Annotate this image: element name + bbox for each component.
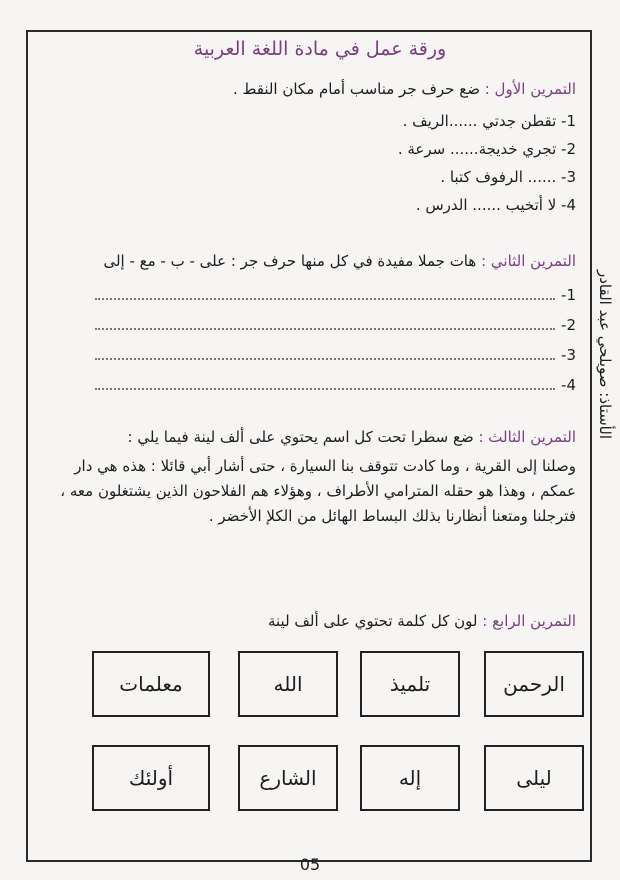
exercise-4-instruction: لون كل كلمة تحتوي على ألف لينة	[267, 612, 478, 630]
exercise-2-line-number: 1-	[561, 286, 576, 304]
teacher-name-side-note: الأستاذ: صويلحي عبد القادر	[596, 270, 614, 439]
exercise-3-header	[128, 428, 576, 446]
exercise-2-line-number: 4-	[561, 376, 576, 394]
exercise-4-header	[268, 612, 576, 630]
exercise-1-item-3: 3- ...... الرفوف كتبا .	[440, 168, 576, 186]
exercise-2-header	[103, 252, 576, 270]
exercise-1-heading: التمرين الأول :	[484, 80, 576, 98]
exercise-2-line-4	[95, 376, 576, 394]
exercise-1-item-2: 2- تجري خديجة...... سرعة .	[397, 140, 576, 158]
page-number: 05	[299, 855, 321, 874]
word-box[interactable]: الله	[238, 651, 338, 717]
exercise-2-heading: التمرين الثاني :	[481, 252, 576, 270]
exercise-3-paragraph: وصلنا إلى القرية ، وما كادت تتوقف بنا السيارة ، حتى أشار أبي قائلا : هذه هي دار عمكم ، وهذا هو حقله المترامي الأطراف ، وهؤلاء هم الفلاحون الذين يشتغلون معه ، فترجلنا ومتعنا أنظارنا بذلك البساط الهائل من الكلإ الأخضر .	[60, 457, 576, 525]
exercise-2-instruction: هات جملا مفيدة في كل منها حرف جر : على - ب - مع - إلى	[103, 252, 477, 270]
word-box[interactable]: أولئك	[92, 745, 210, 811]
worksheet-title: ورقة عمل في مادة اللغة العربية	[193, 38, 447, 60]
exercise-4-heading: التمرين الرابع :	[482, 612, 576, 630]
exercise-3-instruction: ضع سطرا تحت كل اسم يحتوي على ألف لينة فيما يلي :	[127, 428, 474, 446]
word-box[interactable]: الرحمن	[484, 651, 584, 717]
exercise-2-line-number: 2-	[561, 316, 576, 334]
exercise-2-line-number: 3-	[561, 346, 576, 364]
dotted-answer-line[interactable]	[95, 378, 555, 390]
word-box[interactable]: إله	[360, 745, 460, 811]
exercise-1-header	[233, 80, 576, 98]
dotted-answer-line[interactable]	[95, 318, 555, 330]
exercise-2-line-1	[95, 286, 576, 304]
dotted-answer-line[interactable]	[95, 288, 555, 300]
word-box[interactable]: ليلى	[484, 745, 584, 811]
exercise-3-heading: التمرين الثالث :	[478, 428, 576, 446]
word-box[interactable]: معلمات	[92, 651, 210, 717]
exercise-1-instruction: ضع حرف جر مناسب أمام مكان النقط .	[232, 80, 480, 98]
word-box[interactable]: الشارع	[238, 745, 338, 811]
dotted-answer-line[interactable]	[95, 348, 555, 360]
exercise-2-line-2	[95, 316, 576, 334]
exercise-1-item-1: 1- تقطن جدتي ......الريف .	[402, 112, 576, 130]
exercise-2-line-3	[95, 346, 576, 364]
exercise-1-item-4: 4- لا أتخيب ...... الدرس .	[415, 196, 576, 214]
word-box[interactable]: تلميذ	[360, 651, 460, 717]
